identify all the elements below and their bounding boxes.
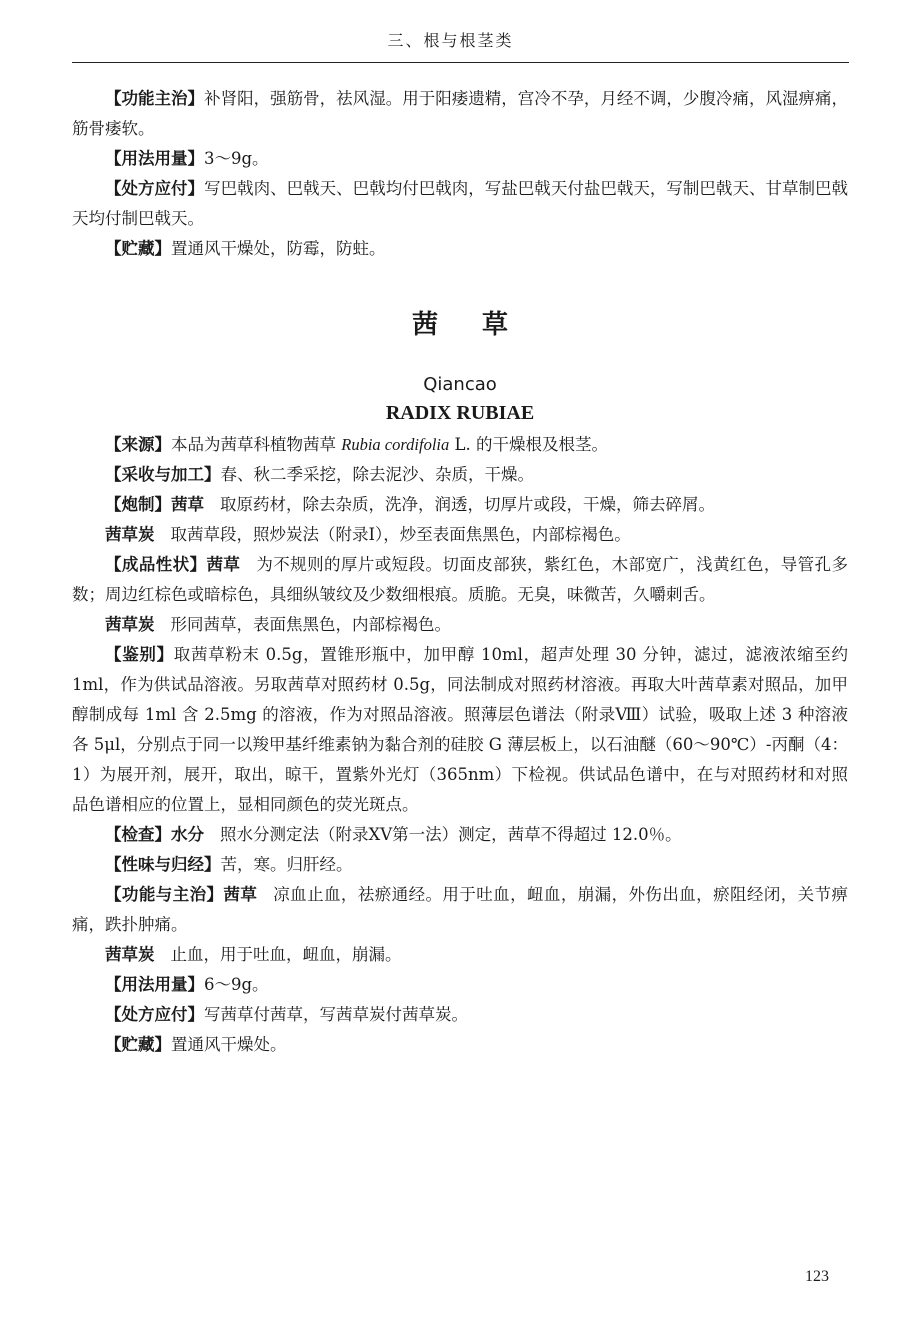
function-charcoal-paragraph [72,940,848,970]
page-number: 123 [805,1268,829,1285]
text: 本品为茜草科植物茜草 [171,435,342,454]
text: 取原药材，除去杂质，洗净，润透，切厚片或段，干燥，筛去碎屑。 [220,495,715,514]
sublabel: 水分 [171,825,204,844]
prev-storage-paragraph [72,234,848,264]
label: 【用法用量】 [105,975,204,994]
text: 取茜草粉末 0.5g，置锥形瓶中，加甲醇 10ml，超声处理 30 分钟，滤过，滤液浓缩至约 1ml，作为供试品溶液。另取茜草对照药材 0.5g，同法制成对照药材溶液。再取大叶茜草素对照品，加甲醇制成每 1ml 含 2.5mg 的溶液，作为对照品溶液。照薄层色谱法（附录Ⅷ）试验，吸取上述 3 种溶液各 5μl，分别点于同一以羧甲基纤维素钠为黏合剂的硅胶 G 薄层板上，以石油醚（60～90℃）-丙酮（4：1）为展开剂，展开，取出，晾干，置紫外光灯（365nm）下检视。供试品色谱中，在与对照药材和对照品色谱相应的位置上，显相同颜色的荧光斑点。 [72,645,848,814]
page-body [72,84,848,1060]
usage-paragraph [72,970,848,1000]
label: 【炮制】 [105,495,171,514]
text: 写茜草付茜草，写茜草炭付茜草炭。 [204,1005,468,1024]
identification-paragraph [72,640,848,820]
label: 【用法用量】 [105,149,204,168]
prescription-paragraph [72,1000,848,1030]
source-paragraph [72,430,848,460]
label: 【功能主治】 [105,89,205,108]
characters-charcoal-paragraph [72,610,848,640]
text: 置通风干燥处，防霉，防蛀。 [171,239,386,258]
sublabel: 茜草 [206,555,241,574]
text: 止血，用于吐血，衄血，崩漏。 [170,945,402,964]
label: 【功能与主治】 [105,885,224,904]
prev-usage-paragraph [72,144,848,174]
header-rule [72,62,849,63]
sublabel: 茜草 [171,495,204,514]
label: 【处方应付】 [105,179,205,198]
processing-charcoal-paragraph [72,520,848,550]
label: 【性味与归经】 [105,855,221,874]
sublabel: 茜草炭 [105,525,155,544]
prev-function-paragraph [72,84,848,144]
text: 补肾阳，强筋骨，祛风湿。用于阳痿遗精，宫冷不孕，月经不调，少腹冷痛，风湿痹痛，筋骨痿软。 [72,89,849,138]
text: L. 的干燥根及根茎。 [449,435,608,454]
text: 写巴戟肉、巴戟天、巴戟均付巴戟肉，写盐巴戟天付盐巴戟天，写制巴戟天、甘草制巴戟天均付制巴戟天。 [72,179,849,228]
characters-paragraph [72,550,848,610]
text: 苦，寒。归肝经。 [220,855,353,874]
processing-paragraph [72,490,848,520]
text: 凉血止血，祛瘀通经。用于吐血，衄血，崩漏，外伤出血，瘀阻经闭，关节痹痛，跌扑肿痛。 [72,885,849,934]
label: 【检查】 [105,825,171,844]
text: 置通风干燥处。 [171,1035,287,1054]
text: 6～9g。 [204,975,269,994]
sublabel: 茜草炭 [105,945,155,964]
label: 【来源】 [105,435,171,454]
entry-pinyin: Qiancao [423,374,497,395]
text: 3～9g。 [204,149,269,168]
label: 【成品性状】 [105,555,207,574]
text: 形同茜草，表面焦黑色，内部棕褐色。 [170,615,451,634]
text: 取茜草段，照炒炭法（附录Ⅰ），炒至表面焦黑色，内部棕褐色。 [170,525,631,544]
sublabel: 茜草 [223,885,258,904]
running-header: 三、根与根茎类 [387,31,514,50]
function-paragraph [72,880,848,940]
label: 【处方应付】 [105,1005,204,1024]
check-paragraph [72,820,848,850]
text: 春、秋二季采挖，除去泥沙、杂质，干燥。 [220,465,534,484]
prev-prescription-paragraph [72,174,848,234]
storage-paragraph [72,1030,848,1060]
label: 【贮藏】 [105,1035,171,1054]
entry-latin-name: RADIX RUBIAE [385,402,535,424]
sublabel: 茜草炭 [105,615,155,634]
text: 为不规则的厚片或短段。切面皮部狭，紫红色，木部宽广，浅黄红色，导管孔多数；周边红棕色或暗棕色，具细纵皱纹及少数细根痕。质脆。无臭，味微苦，久嚼刺舌。 [72,555,849,604]
label: 【贮藏】 [105,239,171,258]
text: 照水分测定法（附录ⅩⅤ第一法）测定，茜草不得超过 12.0％。 [220,825,682,844]
harvest-paragraph [72,460,848,490]
label: 【采收与加工】 [105,465,221,484]
label: 【鉴别】 [105,645,174,664]
entry-title: 茜草 [411,310,552,340]
species-name: Rubia cordifolia [341,435,450,454]
nature-paragraph [72,850,848,880]
